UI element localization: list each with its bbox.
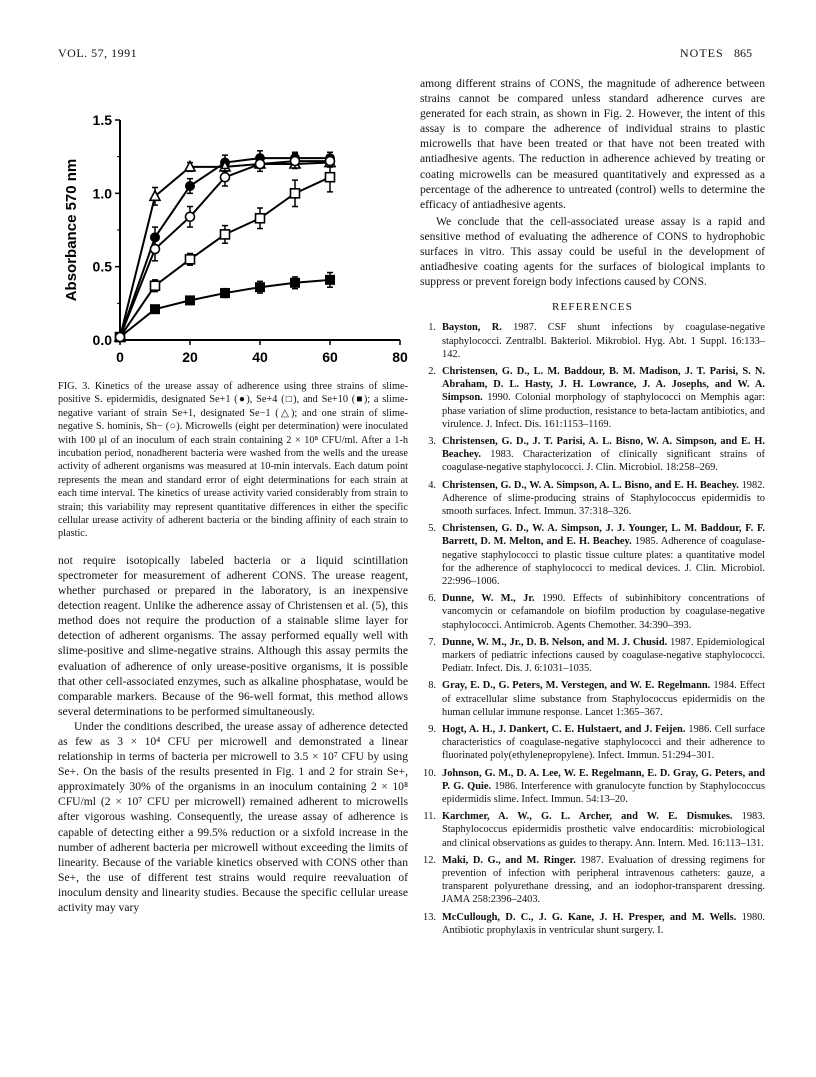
reference-item: [420, 522, 765, 588]
reference-item: [420, 911, 765, 937]
running-header-section: NOTES: [680, 46, 724, 60]
reference-text: 1983. Staphylococcus epidermidis prosthetic valve endocarditis: microbiological and clinical observations as guides to therapy. Ann. Intern. Med. 16:113–131.: [442, 811, 765, 849]
reference-item: [420, 365, 765, 431]
x-tick-label: 60: [322, 349, 338, 365]
data-point: [291, 157, 300, 166]
y-axis-label: Absorbance 570 nm: [63, 158, 80, 302]
reference-authors: Johnson, G. M., D. A. Lee, W. E. Regelmann, E. D. Gray, G. Peters, and P. G. Quie.: [442, 767, 765, 792]
reference-item: [420, 767, 765, 807]
reference-number: 5.: [428, 523, 436, 535]
reference-item: [420, 321, 765, 361]
reference-number: 6.: [428, 593, 436, 605]
x-tick-label: 80: [392, 349, 408, 365]
reference-authors: Gray, E. D., G. Peters, M. Verstegen, and W. E. Regelmann.: [442, 680, 711, 692]
data-point: [186, 296, 195, 305]
reference-item: [420, 854, 765, 907]
caption-label: FIG. 3.: [58, 381, 90, 392]
reference-authors: Dunne, W. M., Jr.: [442, 593, 535, 605]
data-point: [221, 289, 230, 298]
reference-item: [420, 636, 765, 676]
figure-3-chart: [56, 102, 421, 372]
data-point: [326, 157, 335, 166]
reference-number: 12.: [423, 854, 436, 866]
body-paragraph: We conclude that the cell-associated urease assay is a rapid and sensitive method of evaluating the adherence of CONS to hydrophobic surfaces in vitro. This assay could be useful in the development of antiadhesive coating agents for the surfaces of biological implants to suppress or prevent foreign body infections caused by CONS.: [420, 214, 765, 289]
data-point: [256, 283, 265, 292]
reference-text: 1984. Effect of extracellular slime substance from Staphylococcus epidermidis on the human cellular immune response. Lancet 1:365–367.: [442, 680, 765, 718]
reference-authors: Bayston, R.: [442, 322, 502, 334]
y-tick-label: 1.5: [92, 112, 112, 128]
body-paragraph: Under the conditions described, the urease assay of adherence detected as few as 3 × 10⁴ CFU per microwell and demonstrated a linear relationship in terms of bacteria per microwell to 3.5 × 10⁷ CFU by using Se+. On the basis of the results presented in Fig. 1 and 2 for strain Se+, approximately 30% of the organisms in an inoculum containing 2 × 10⁸ CFU/ml (2 × 10⁷ CFU per microwell) remained adherent to microwells after vigorous washing. Consequently, the urease assay of adherence is capable of detecting either a 99.5% reduction or a sixfold increase in the number of adherent bacteria per microwell without exceeding the limits of linearity. Because of the variable kinetics observed with CONS other than Se+, the use of different test strains would require reevaluation of inoculum density and linearity studies. Because the specific cellular urease activity may vary: [58, 719, 408, 915]
reference-item: [420, 592, 765, 632]
reference-authors: Karchmer, A. W., G. L. Archer, and W. E. Dismukes.: [442, 811, 733, 823]
data-point: [186, 255, 195, 264]
body-paragraph: among different strains of CONS, the magnitude of adherence between strains cannot be compared unless standard adherence curves are generated for each strain, as shown in Fig. 2. However, the intent of this assay is to compare the adherence of individual strains to plastic microwells that have been treated or that have not been treated with antiadhesive agents. The reduction in adherence achieved by treating or coating microwells can be measured quantitatively and expressed as a percentage of the adherence to untreated (control) wells to determine the efficacy of antiadhesive agents.: [420, 77, 765, 211]
data-point: [151, 305, 160, 314]
reference-authors: Christensen, G. D., L. M. Baddour, B. M. Madison, J. T. Parisi, S. N. Abraham, D. L. Hasty, J. H. Lowrance, J. A. Josephs, and W. A. Simpson.: [442, 365, 765, 404]
right-column: [420, 76, 765, 941]
reference-number: 2.: [428, 365, 436, 377]
data-point: [186, 182, 195, 191]
reference-authors: Christensen, G. D., W. A. Simpson, A. L. Bisno, and E. H. Beachey.: [442, 479, 739, 491]
reference-number: 4.: [428, 479, 436, 491]
reference-number: 13.: [423, 911, 436, 923]
reference-number: 9.: [428, 724, 436, 735]
reference-authors: Hogt, A. H., J. Dankert, C. E. Hulstaert, and J. Feijen.: [442, 724, 686, 735]
reference-text: 1990. Colonial morphology of staphylococci on Memphis agar: phase variation of slime production, resistance to beta-lactam antibiotics, and virulence. J. Infect. Dis. 161:1153–1169.: [442, 392, 765, 430]
data-point: [151, 281, 160, 290]
reference-item: [420, 479, 765, 519]
caption-text: Kinetics of the urease assay of adherence using three strains of slime-positive S. epidermidis, designated Se+1 (●), Se+4 (□), and Se+10 (■); a slime-negative variant of strain Se+1, designated Se−1 (△); and one strain of slime-negative S. hominis, Sh− (○). Microwells (eight per determination) were inoculated with 100 μl of an inoculum of each strain containing 2 × 10⁸ CFU/ml. After a 1-h incubation period, nonadherent bacteria were washed from the wells and the urease activity of adherent organisms was measured at 10-min intervals. Each datum point represents the mean and standard error of eight determinations for each strain at each time interval. The kinetics of urease activity varied considerably from strain to strain; this variability may represent quantitative differences in either the specific cellular urease activity of adherent bacteria or the binding affinity of each strain to plastic.: [58, 381, 409, 540]
y-tick-label: 1.0: [92, 185, 112, 202]
reference-number: 3.: [428, 435, 436, 447]
data-point: [256, 160, 265, 169]
reference-text: 1980. Antibiotic prophylaxis in ventricular shunt surgery. I.: [442, 911, 765, 936]
reference-item: [420, 679, 765, 719]
x-tick-label: 40: [252, 349, 268, 365]
references-list: [420, 321, 765, 937]
x-tick-label: 0: [116, 349, 124, 365]
body-paragraph: not require isotopically labeled bacteria or a liquid scintillation spectrometer for measurement of adherent CONS. The urease reagent, whether purchased or prepared in the laboratory, is an inexpensive detection reagent. Unlike the adherence assay of Christensen et al. (5), this method does not require the production of a stainable slime layer for detection of adherent organisms. The assay performed equally well with slime-positive and slime-negative strains. Although this assay permits the evaluation of adherence of only urease-positive organisms, it is possible that other cell-associated enzymes, such as alkaline phosphatase, would be comparable markers. Because of the 96-well format, this method allows several determinations to be performed simultaneously.: [58, 553, 408, 718]
reference-authors: Maki, D. G., and M. Ringer.: [442, 854, 576, 866]
reference-number: 1.: [428, 322, 436, 334]
data-point: [116, 333, 125, 342]
reference-number: 7.: [428, 636, 436, 648]
reference-text: 1987. Epidemiological markers of pediatric infections caused by coagulase-negative staphylococci. Pediatr. Infect. Dis. J. 6:1031–1035.: [442, 636, 765, 675]
running-header-volume: VOL. 57, 1991: [58, 46, 138, 60]
reference-authors: Christensen, G. D., J. T. Parisi, A. L. Bisno, W. A. Simpson, and E. H. Beachey.: [442, 435, 765, 461]
reference-text: 1982. Adherence of slime-producing strains of Staphylococcus epidermidis to smooth surfaces. Infect. Immun. 37:318–326.: [442, 479, 765, 517]
reference-text: 1990. Effects of subinhibitory concentrations of vancomycin or cefamandole on biofilm production by coagulase-negative staphylococci. Antimicrob. Agents Chemother. 34:390–393.: [442, 593, 765, 631]
figure-caption: [58, 380, 408, 541]
reference-authors: McCullough, D. C., J. G. Kane, J. H. Presper, and M. Wells.: [442, 911, 737, 923]
reference-text: 1987. Evaluation of dressing regimens for prevention of infection with peripheral intravenous catheters: gauze, a transparent polyurethane dressing, and an iodophor-transparent dressing. JAMA 258:2396–2403.: [442, 854, 765, 906]
left-column: [58, 380, 408, 915]
reference-text: 1986. Interference with granulocyte function by Staphylococcus epidermidis slime. Infect. Immun. 54:13–20.: [442, 780, 765, 806]
references-heading: REFERENCES: [551, 301, 634, 314]
reference-authors: Christensen, G. D., W. A. Simpson, J. J. Younger, L. M. Baddour, F. F. Barrett, D. M. Melton, and E. H. Beachey.: [442, 523, 765, 548]
data-point: [326, 275, 335, 284]
y-tick-label: 0.5: [92, 258, 112, 275]
reference-item: [420, 723, 765, 763]
data-point: [151, 245, 160, 254]
data-point: [221, 230, 230, 239]
reference-item: [420, 435, 765, 475]
reference-text: 1986. Cell surface characteristics of coagulase-negative staphylococci and their adherence to fluorinated poly(ethylenepropylene). Infect. Immun. 51:294–301.: [442, 724, 765, 762]
y-tick-label: 0.0: [92, 332, 112, 348]
reference-text: 1983. Characterization of clinically significant strains of coagulase-negative staphylococci. J. Clin. Microbiol. 18:258–269.: [442, 449, 765, 474]
data-point: [186, 212, 195, 221]
data-point: [291, 189, 300, 198]
x-tick-label: 20: [182, 349, 198, 365]
reference-text: 1987. CSF shunt infections by coagulase-negative staphylococci. Zentralbl. Bakteriol. Mikrobiol. Hyg. Abt. 1 Suppl. 16:133–142.: [442, 322, 765, 360]
reference-number: 10.: [423, 767, 436, 779]
reference-number: 11.: [423, 811, 436, 823]
data-point: [221, 173, 230, 182]
reference-item: [420, 810, 765, 850]
reference-text: 1985. Adherence of coagulase-negative staphylococci to plastic tissue culture plates: a quantitative model for the adherence of staphylococci to medical devices. J. Clin. Microbiol. 22:996–1006.: [442, 536, 765, 587]
reference-authors: Dunne, W. M., Jr., D. B. Nelson, and M. J. Chusid.: [442, 636, 668, 648]
data-point: [326, 173, 335, 182]
reference-number: 8.: [428, 680, 436, 692]
data-point: [256, 214, 265, 223]
page-number: 865: [734, 46, 752, 60]
data-point: [291, 278, 300, 287]
